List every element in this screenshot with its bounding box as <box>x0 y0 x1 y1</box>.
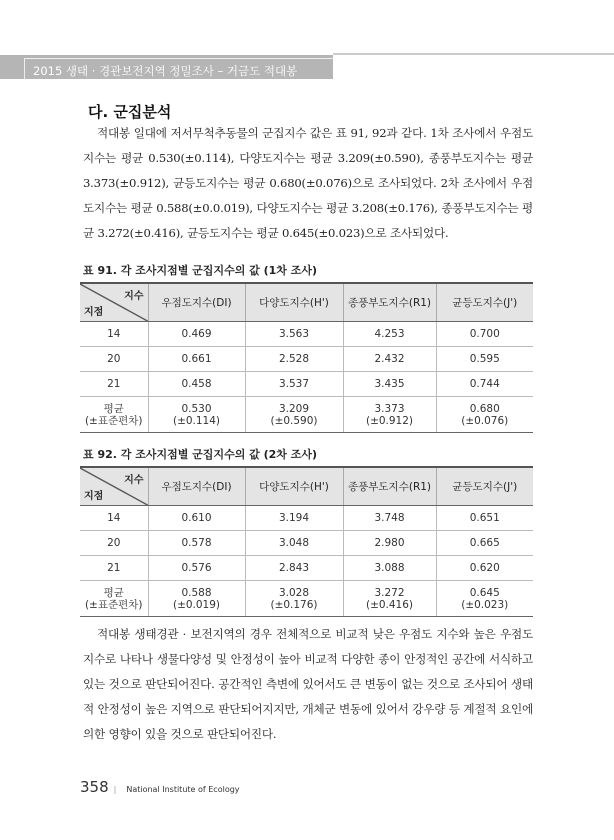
corner-index-label: 지수 <box>124 475 144 486</box>
table-row <box>80 322 533 347</box>
sd-label: (±표준편차) <box>84 414 143 427</box>
table-row <box>80 506 533 531</box>
column-header: 균등도지수(J') <box>436 283 533 322</box>
column-header: 다양도지수(H') <box>245 467 343 506</box>
table-cell: 0.651 <box>436 506 533 531</box>
table-row <box>80 347 533 372</box>
table-cell: 20 <box>80 347 148 372</box>
table-cell: 21 <box>80 556 148 581</box>
table-cell: 0.744 <box>436 372 533 397</box>
page-number: 358 <box>80 778 109 796</box>
sd-value: (±0.076) <box>461 414 509 427</box>
table-mean-row <box>80 397 533 433</box>
mean-cell <box>245 397 343 433</box>
sd-value: (±0.019) <box>172 598 221 611</box>
table-cell: 4.253 <box>343 322 436 347</box>
table-header-row <box>80 283 533 322</box>
sd-value: (±0.912) <box>365 414 414 427</box>
column-header: 다양도지수(H') <box>245 283 343 322</box>
table-cell: 14 <box>80 506 148 531</box>
table-cell: 0.578 <box>148 531 245 556</box>
sd-value: (±0.416) <box>365 598 414 611</box>
table-91-caption: 표 91. 각 조사지점별 군집지수의 값 (1차 조사) <box>83 264 318 277</box>
table-cell: 0.700 <box>436 322 533 347</box>
running-header-title: 2015 생태 · 경관보전지역 정밀조사 – 거금도 적대봉 <box>24 58 333 79</box>
column-header: 우점도지수(DI) <box>148 283 245 322</box>
mean-value: 3.209 <box>278 402 310 415</box>
page-footer <box>80 778 240 796</box>
mean-value: 0.680 <box>469 402 500 415</box>
table-cell: 3.194 <box>245 506 343 531</box>
table-cell: 0.610 <box>148 506 245 531</box>
footer-org: National Institute of Ecology <box>126 785 240 794</box>
corner-header <box>80 467 148 506</box>
mean-value: 0.645 <box>469 586 500 599</box>
table-cell: 3.537 <box>245 372 343 397</box>
table-row <box>80 372 533 397</box>
section-title: 다. 군집분석 <box>88 103 172 121</box>
table-cell: 0.458 <box>148 372 245 397</box>
table-cell: 14 <box>80 322 148 347</box>
table-cell: 20 <box>80 531 148 556</box>
table-cell: 3.435 <box>343 372 436 397</box>
mean-label: 평균 <box>103 402 124 415</box>
header-rule <box>333 53 614 55</box>
running-header <box>0 55 333 79</box>
table-cell: 2.843 <box>245 556 343 581</box>
table-cell: 3.748 <box>343 506 436 531</box>
table-cell: 0.576 <box>148 556 245 581</box>
table-cell: 3.088 <box>343 556 436 581</box>
table-mean-row <box>80 581 533 617</box>
table-92 <box>80 466 533 617</box>
mean-cell <box>436 397 533 433</box>
table-cell: 3.563 <box>245 322 343 347</box>
body-paragraph-1: 적대봉 일대에 저서무척추동물의 군집지수 값은 표 91, 92과 같다. 1차 조사에서 우점도지수는 평균 0.530(±0.114), 다양도지수는 평균 3.209(±0.590), 종풍부도지수는 평균 3.373(±0.912), 균등도지수는 평균 0.680(±0.076)으로 조사되었다. 2차 조사에서 우점도지수는 평균 0.588(±0.0.019), 다양도지수는 평균 3.208(±0.176), 종풍부도지수는 평균 3.272(±0.416), 균등도지수는 평균 0.645(±0.023)으로 조사되었다. <box>83 126 533 240</box>
column-header: 우점도지수(DI) <box>148 467 245 506</box>
mean-cell <box>343 397 436 433</box>
mean-value: 0.588 <box>181 586 212 599</box>
mean-value: 0.530 <box>181 402 212 415</box>
table-cell: 0.661 <box>148 347 245 372</box>
sd-value: (±0.590) <box>270 414 318 427</box>
table-cell: 0.665 <box>436 531 533 556</box>
table-cell: 21 <box>80 372 148 397</box>
mean-cell <box>436 581 533 617</box>
column-header: 종풍부도지수(R1) <box>343 467 436 506</box>
mean-cell <box>343 581 436 617</box>
table-cell: 3.048 <box>245 531 343 556</box>
table-cell: 0.469 <box>148 322 245 347</box>
mean-cell <box>148 397 245 433</box>
mean-value: 3.373 <box>374 402 405 415</box>
corner-index-label: 지수 <box>124 291 144 302</box>
mean-label-cell <box>80 581 148 617</box>
sd-label: (±표준편차) <box>84 598 143 611</box>
corner-site-label: 지점 <box>84 491 104 502</box>
table-cell: 0.620 <box>436 556 533 581</box>
footer-separator: | <box>113 785 117 794</box>
corner-site-label: 지점 <box>84 307 104 318</box>
mean-value: 3.028 <box>278 586 310 599</box>
mean-cell <box>245 581 343 617</box>
mean-cell <box>148 581 245 617</box>
column-header: 종풍부도지수(R1) <box>343 283 436 322</box>
table-cell: 2.980 <box>343 531 436 556</box>
table-row <box>80 531 533 556</box>
table-cell: 2.528 <box>245 347 343 372</box>
table-cell: 0.595 <box>436 347 533 372</box>
table-header-row <box>80 467 533 506</box>
table-92-caption: 표 92. 각 조사지점별 군집지수의 값 (2차 조사) <box>83 448 318 461</box>
body-paragraph-2: 적대봉 생태경관 · 보전지역의 경우 전체적으로 비교적 낮은 우점도 지수와 높은 우점도 지수로 나타나 생물다양성 및 안정성이 높아 비교적 다양한 종이 안정적인 공간에 서식하고 있는 것으로 판단되어진다. 공간적인 측변에 있어서도 큰 변동이 없는 것으로 조사되어 생태적 안정성이 높은 지역으로 판단되어지지만, 개체군 변동에 있어서 강우량 등 계절적 요인에 의한 영향이 있을 것으로 판단되어진다. <box>83 627 533 741</box>
corner-header <box>80 283 148 322</box>
table-cell: 2.432 <box>343 347 436 372</box>
mean-label-cell <box>80 397 148 433</box>
table-91 <box>80 282 533 433</box>
sd-value: (±0.023) <box>461 598 509 611</box>
sd-value: (±0.176) <box>270 598 318 611</box>
column-header: 균등도지수(J') <box>436 467 533 506</box>
mean-value: 3.272 <box>374 586 405 599</box>
sd-value: (±0.114) <box>172 414 221 427</box>
mean-label: 평균 <box>103 586 124 599</box>
table-row <box>80 556 533 581</box>
